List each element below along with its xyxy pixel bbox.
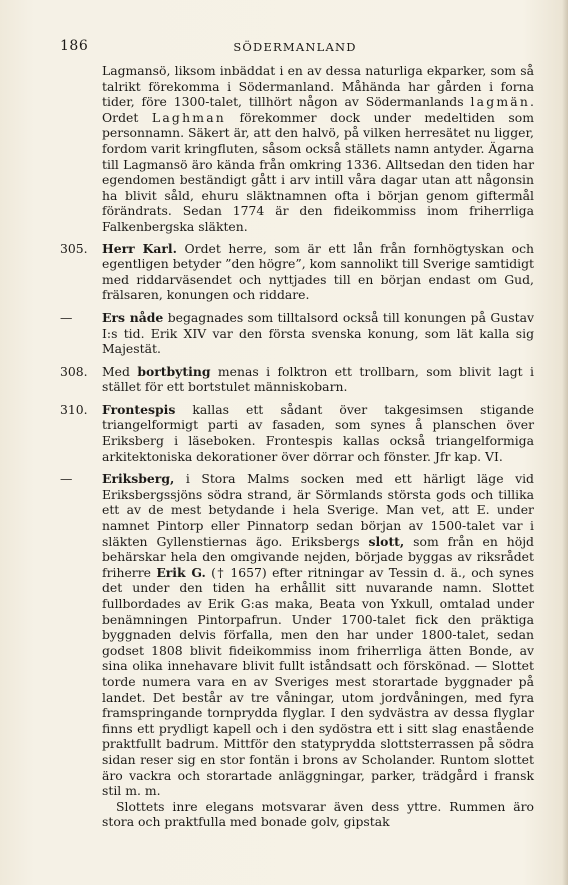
inline-bold-term: slott, [368, 533, 405, 549]
entry-eriksberg [60, 471, 534, 830]
page-body [60, 63, 534, 837]
paragraph-text: Med bortbyting menas i folktron ett trollbarn, som blivit lagt i stället för ett bortstulet människobarn. [102, 363, 534, 395]
page-edge-shadow [562, 0, 568, 885]
page-number: 186 [60, 38, 89, 54]
entry-number: 308. [60, 363, 88, 379]
page-header [60, 38, 530, 58]
paragraph-text-continued: Slottets inre elegans motsvarar även dess yttre. Rummen äro stora och praktfulla med bonade golv, gipstak [102, 798, 534, 830]
paragraph-text: Ers nåde begagnades som tilltalsord också till konungen på Gustav I:s tid. Erik XIV var den första svenska konung, som lät kalla sig Majestät. [102, 309, 534, 357]
entry-305 [60, 241, 534, 303]
entry-number: 310. [60, 401, 88, 417]
entry-number: — [60, 309, 73, 325]
entry-310 [60, 402, 534, 464]
entry-headword: Eriksberg, [102, 471, 175, 487]
entry-headword: Ers nåde [102, 309, 164, 325]
entry-headword: Frontespis [102, 401, 176, 417]
entry-number: — [60, 471, 73, 487]
entry-headword: Herr Karl. [102, 240, 177, 256]
running-title: SÖDERMANLAND [233, 40, 357, 54]
entry-ers-nade [60, 310, 534, 357]
paragraph-text: Herr Karl. Ordet herre, som är ett lån från fornhögtyskan och egentligen betyder ”den högre”, kom sannolikt till Sverige samtidigt med riddarväsendet och nyttjades till en början endast om Gud, frälsaren, konungen och riddare. [102, 240, 534, 303]
entry-headword: bortbyting [137, 363, 211, 379]
entry-308 [60, 364, 534, 395]
inline-bold-term: Erik G. [156, 564, 206, 580]
paragraph-text: Eriksberg, i Stora Malms socken med ett härligt läge vid Eriksbergssjöns södra strand, är Sörmlands största gods och tillika ett av de mest betydande i hela Sverige. Man vet, att E. under namnet Pintorp eller Pinnatorp sedan början av 1500-talet var i släkten Gyllenstiernas ägo. Eriksbergs slott, som från en höjd behärskar hela den omgivande nejden, började byggas av riksrådet friherre Erik G. († 1657) efter ritningar av Tessin d. ä., och synes det under den tiden ha erhållit sitt nuvarande namn. Slottet fullbordades av Erik G:as maka, Beata von Yxkull, omtalad under benämningen Pintorpafrun. Under 1700-talet fick den präktiga byggnaden delvis förfalla, men den har under 1800-talet, sedan godset 1808 blivit fideikommiss inom friherrliga ätten Bonde, av sina olika innehavare blivit fullt iståndsatt och förskönad. — Slottet torde numera vara en av Sveriges mest storartade byggnader på landet. Det består av tre våningar, utom jordvåningen, med fyra framspringande tornprydda flyglar. I den sydvästra av dessa flyglar finns ett prydligt kapell och i den sydöstra ett i sitt slag enastående praktfullt badrum. Mittför den statyprydda slottsterrassen på södra sidan reser sig en stor fontän i brons av Scholander. Runtom slottet äro vackra och storartade anläggningar, parker, trädgård i fransk stil m. m. [102, 471, 534, 799]
entry-lagmanso-continuation [60, 63, 534, 235]
entry-number: 305. [60, 240, 88, 256]
paragraph-text: Frontespis kallas ett sådant över takgesimsen stigande triangelformigt parti av fasaden, som synes å planschen över Eriksberg i läseboken. Frontespis kallas också triangelformiga arkitektoniska dekorationer över dörrar och fönster. Jfr kap. VI. [102, 401, 534, 464]
paragraph-text: Lagmansö, liksom inbäddat i en av dessa naturliga ekparker, som så talrikt förekomma i Södermanland. Måhända har gården i forna tider, före 1300-talet, tillhört någon av Södermanlands lagmän. Ordet Laghman förekommer dock under medeltiden som personnamn. Säkert är, att den halvö, på vilken herresätet nu ligger, fordom varit kringfluten, såsom också ställets namn antyder. Ägarna till Lagmansö äro kända från omkring 1336. Alltsedan den tiden har egendomen beständigt gått i arv intill våra dagar utan att någonsin ha blivit såld, ehuru släktnamnen ofta i början genom giftermål förändrats. Sedan 1774 är den fideikommiss inom friherrliga Falkenbergska släkten. [102, 63, 534, 234]
